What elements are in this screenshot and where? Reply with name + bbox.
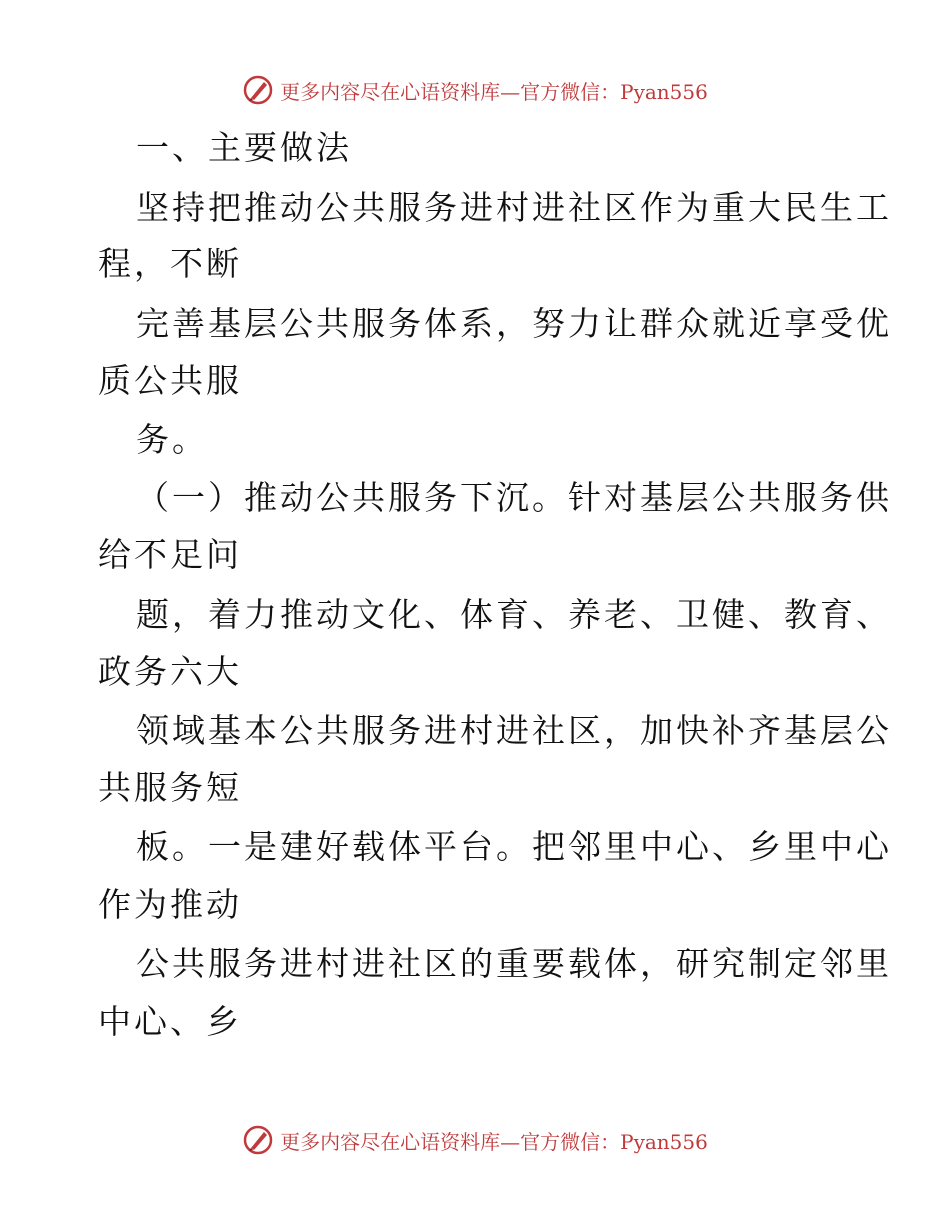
text-line: 板。一是建好载体平台。把邻里中心、乡里中心 bbox=[136, 827, 892, 866]
text-line: 完善基层公共服务体系，努力让群众就近享受优 bbox=[136, 304, 892, 343]
watermark-sub: 官方微信：Pyan556 bbox=[520, 1129, 708, 1154]
text-line: 中心、乡 bbox=[98, 1002, 242, 1041]
footer-watermark bbox=[0, 1120, 950, 1160]
header-watermark bbox=[0, 70, 950, 110]
heading-main-practices: 一、主要做法 bbox=[136, 128, 352, 167]
watermark-separator: — bbox=[500, 1129, 521, 1154]
text-line: （一）推动公共服务下沉。针对基层公共服务供 bbox=[136, 478, 892, 517]
text-line: 务。 bbox=[136, 420, 208, 459]
text-line: 坚持把推动公共服务进村进社区作为重大民生工 bbox=[136, 188, 892, 227]
quill-pen-icon bbox=[242, 74, 274, 106]
text-line: 共服务短 bbox=[98, 768, 242, 807]
text-line: 题，着力推动文化、体育、养老、卫健、教育、 bbox=[136, 595, 892, 634]
watermark-separator: — bbox=[500, 79, 521, 104]
watermark-main: 更多内容尽在心语资料库 bbox=[280, 1129, 501, 1154]
watermark-text bbox=[280, 1126, 708, 1155]
watermark-sub: 官方微信：Pyan556 bbox=[520, 79, 708, 104]
text-line: 政务六大 bbox=[98, 652, 242, 691]
quill-pen-icon bbox=[242, 1124, 274, 1156]
text-line: 给不足问 bbox=[98, 535, 242, 574]
text-line: 作为推动 bbox=[98, 885, 242, 924]
text-line: 质公共服 bbox=[98, 361, 242, 400]
text-line: 领域基本公共服务进村进社区，加快补齐基层公 bbox=[136, 711, 892, 750]
text-line: 程，不断 bbox=[98, 244, 242, 283]
text-line: 公共服务进村进社区的重要载体，研究制定邻里 bbox=[136, 944, 892, 983]
watermark-main: 更多内容尽在心语资料库 bbox=[280, 79, 501, 104]
watermark-text bbox=[280, 76, 708, 105]
